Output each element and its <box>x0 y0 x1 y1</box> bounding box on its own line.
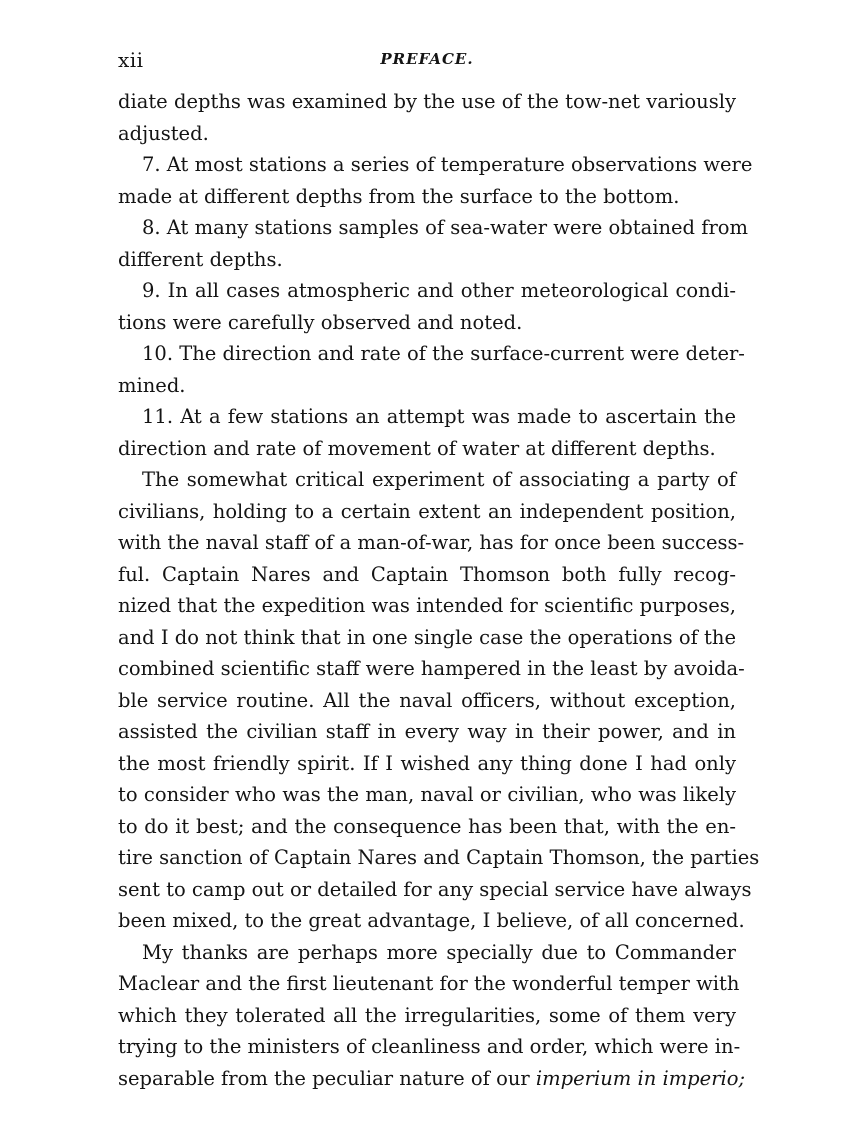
text-line: the most friendly spirit. If I wished any thing done I had only <box>118 751 736 775</box>
text-line: 11. At a few stations an attempt was made to ascertain the <box>142 405 736 428</box>
paragraph <box>118 937 746 1095</box>
text-line: with the naval staff of a man-of-war, has for once been success- <box>118 531 745 554</box>
body-text <box>118 86 760 1094</box>
text-line: 7. At most stations a series of temperature observations were <box>142 153 753 176</box>
italic-phrase: imperium in imperio; <box>535 1066 746 1090</box>
text-line: tire sanction of Captain Nares and Captain Thomson, the parties <box>118 846 760 869</box>
running-title: PREFACE. <box>380 50 474 68</box>
text-line: The somewhat critical experiment of associating a party of <box>142 468 736 491</box>
text-line: been mixed, to the great advantage, I believe, of all concerned. <box>118 909 745 932</box>
text-line: 9. In all cases atmospheric and other meteorological condi- <box>142 279 736 302</box>
page-number: xii <box>118 48 144 72</box>
text-line: tions were carefully observed and noted. <box>118 310 523 334</box>
text-line: ble service routine. All the naval officers, without exception, <box>118 688 736 712</box>
paragraph <box>118 149 753 212</box>
text-line: trying to the ministers of cleanliness and order, which were in- <box>118 1035 741 1058</box>
text-line: which they tolerated all the irregularities, some of them very <box>118 1003 736 1027</box>
text-line: separable from the peculiar nature of our imperium in imperio; <box>118 1066 746 1090</box>
text-line: to consider who was the man, naval or civilian, who was likely <box>118 783 736 806</box>
text-line: mined. <box>118 373 186 397</box>
text-line: sent to camp out or detailed for any special service have always <box>118 877 752 901</box>
text-line: My thanks are perhaps more specially due to Commander <box>142 940 736 964</box>
text-line: ful. Captain Nares and Captain Thomson both fully recog- <box>118 562 736 586</box>
text-line: different depths. <box>118 247 283 271</box>
text-line: adjusted. <box>118 121 209 145</box>
text-line: to do it best; and the consequence has been that, with the en- <box>118 814 736 838</box>
paragraph <box>118 275 736 338</box>
text-line: direction and rate of movement of water at different depths. <box>118 436 716 460</box>
text-line: Maclear and the first lieutenant for the wonderful temper with <box>118 972 740 995</box>
text-line: combined scientific staff were hampered in the least by avoida- <box>118 657 745 680</box>
text-line: made at different depths from the surface to the bottom. <box>118 184 680 208</box>
text-line: 10. The direction and rate of the surface-current were deter- <box>142 342 745 365</box>
text-line: civilians, holding to a certain extent an independent position, <box>118 499 736 523</box>
paragraph <box>118 212 748 275</box>
text-line: assisted the civilian staff in every way in their power, and in <box>118 720 736 743</box>
paragraph <box>118 401 736 464</box>
text-line: and I do not think that in one single case the operations of the <box>118 625 736 649</box>
text-line: 8. At many stations samples of sea-water were obtained from <box>142 216 748 239</box>
paragraph <box>118 464 760 937</box>
text-line: diate depths was examined by the use of the tow-net variously <box>118 90 736 113</box>
paragraph <box>118 86 736 149</box>
text-line: nized that the expedition was intended for scientific purposes, <box>118 594 736 617</box>
running-head <box>118 44 736 74</box>
paragraph <box>118 338 745 401</box>
